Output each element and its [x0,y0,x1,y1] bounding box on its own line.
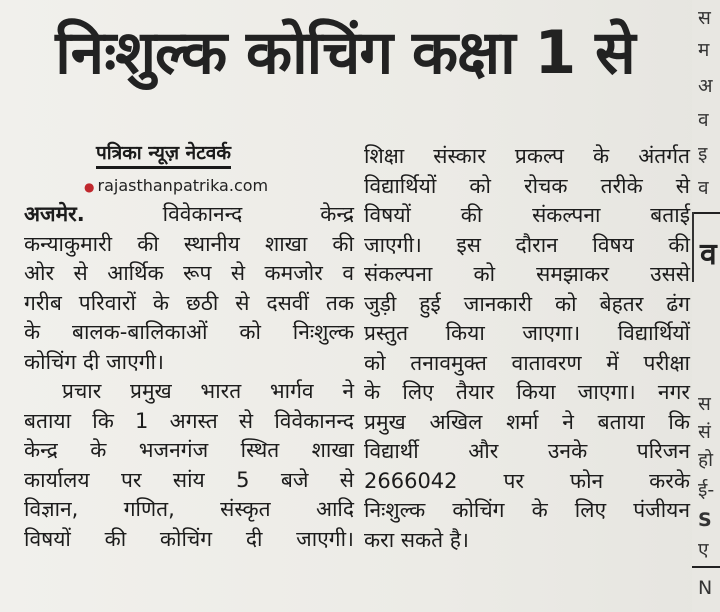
article-line: विद्यार्थियों को रोचक तरीके से [364,173,690,198]
adjacent-text-fragment: इ [698,143,708,165]
adjacent-text-fragment: व [698,177,709,199]
adjacent-text-fragment: N [698,577,713,599]
article-line: 2666042 पर फोन करके [364,468,690,493]
byline: पत्रिका न्यूज़ नेटवर्क [96,141,231,169]
article-line: कार्यालय पर सांय 5 बजे से [24,467,354,492]
adjacent-text-fragment: S [698,509,712,531]
bullet-dot-icon: ● [84,180,95,194]
article-line: विषयों की कोचिंग दी जाएगी। [24,526,354,551]
adjacent-text-fragment: म [698,39,710,61]
adjacent-text-fragment: स [698,393,711,415]
article-line: करा सकते है। [364,527,469,552]
article-line: संकल्पना को समझाकर उससे [364,262,690,286]
article-line: निःशुल्क कोचिंग के लिए पंजीयन [364,498,690,522]
adjacent-text-fragment: स [698,7,711,29]
column-rule [692,212,720,214]
article-line: विद्यार्थी और उनके परिजन [364,439,690,463]
boxed-heading-fragment: व [700,237,717,272]
adjacent-text-fragment: ए [698,539,709,561]
article-line: ओर से आर्थिक रूप से कमजोर व [24,261,354,285]
article-line: कोचिंग दी जाएगी। [24,349,164,374]
article-line: के बालक-बालिकाओं को निःशुल्क [24,320,354,344]
column-rule [692,566,720,568]
article-column-2 [364,142,690,555]
article-line: प्रमुख अखिल शर्मा ने बताया कि [364,409,690,434]
article-line: केन्द्र के भजनगंज स्थित शाखा [24,438,354,462]
headline: निःशुल्क कोचिंग कक्षा 1 से [55,18,635,88]
article-line: को तनावमुक्त वातावरण में परीक्षा [364,350,690,375]
box-border [692,212,694,282]
adjacent-article-strip [692,0,720,612]
article-line: प्रचार प्रमुख भारत भार्गव ने [62,379,354,403]
article-line: शिक्षा संस्कार प्रकल्प के अंतर्गत [364,144,690,168]
article-line: बताया कि 1 अगस्त से विवेकानन्द [24,408,354,433]
article-line: अजमेर. विवेकानन्द केन्द्र [24,202,354,226]
article-line: विषयों की संकल्पना बताई [364,203,690,227]
article-line: गरीब परिवारों के छठी से दसवीं तक [24,290,354,315]
adjacent-text-fragment: व [698,109,709,131]
article-column-1 [24,200,354,554]
article-line: के लिए तैयार किया जाएगा। नगर [364,380,690,404]
website-credit [84,176,268,197]
article-line: प्रस्तुत किया जाएगा। विद्यार्थियों [364,321,690,345]
website-text: rajasthanpatrika.com [97,176,269,195]
adjacent-text-fragment: सं [698,421,711,443]
article-line: जाएगी। इस दौरान विषय की [364,232,690,257]
dateline-city: अजमेर. [24,202,85,226]
adjacent-text-fragment: ई- [698,479,715,501]
adjacent-text-fragment: अ [698,75,713,97]
adjacent-text-fragment: हो [698,449,714,471]
article-line: विज्ञान, गणित, संस्कृत आदि [24,497,354,521]
article-line: कन्याकुमारी की स्थानीय शाखा की [24,231,354,256]
article-line: जुड़ी हुई जानकारी को बेहतर ढंग [364,291,690,316]
